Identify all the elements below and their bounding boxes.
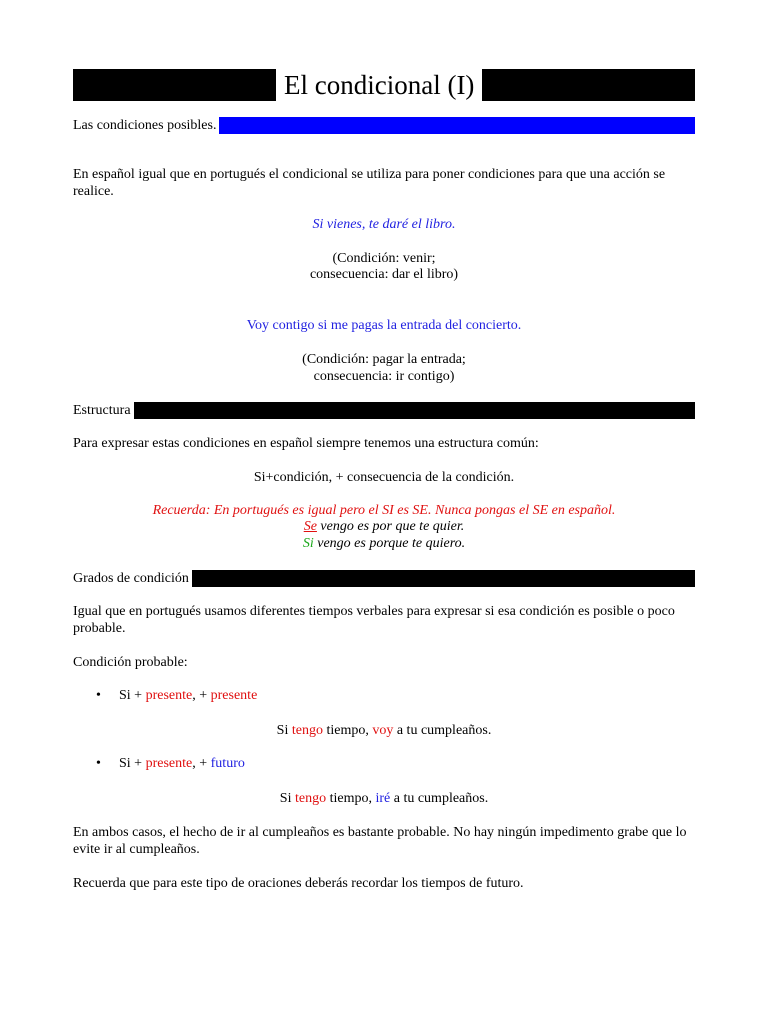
- right-example: [73, 535, 695, 552]
- text: a tu cumpleaños.: [393, 723, 492, 738]
- structure-paragraph: Para expresar estas condiciones en español siempre tenemos una estructura común:: [73, 436, 539, 451]
- text: Si: [279, 791, 295, 806]
- example-1-note-line2: consecuencia: dar el libro): [309, 267, 459, 282]
- example-2-note-line2: consecuencia: ir contigo): [313, 369, 455, 384]
- probable-label: Condición probable:: [73, 655, 188, 670]
- example-1: Si vienes, te daré el libro.: [312, 217, 456, 232]
- section-heading-grades: [73, 569, 695, 587]
- text: Si: [276, 723, 292, 738]
- text: Si +: [119, 688, 146, 703]
- tense-a: presente: [145, 688, 193, 703]
- bullet-icon: •: [96, 756, 101, 771]
- section-heading-structure: [73, 401, 695, 419]
- remember-note: Recuerda: En portugués es igual pero el SI es SE. Nunca pongas el SE en español.: [152, 503, 616, 518]
- grades-paragraph: Igual que en portugués usamos diferentes tiempos verbales para expresar si esa condición es posible o poco probable.: [73, 604, 675, 636]
- tense-b: futuro: [210, 756, 245, 771]
- title-bar-right: [482, 69, 695, 101]
- example-2-note-line1: (Condición: pagar la entrada;: [302, 352, 466, 367]
- title-bar-left: [73, 69, 276, 101]
- bullet-1-example: [73, 722, 695, 739]
- verb-a: tengo: [294, 791, 327, 806]
- section-heading-bar: [219, 117, 695, 134]
- section-heading-label: Las condiciones posibles.: [73, 117, 217, 133]
- text: , +: [192, 756, 211, 771]
- right-word: Si: [302, 536, 314, 551]
- structure-formula: Si+condición, + consecuencia de la condición.: [253, 470, 515, 485]
- both-cases-paragraph: En ambos casos, el hecho de ir al cumpleaños es bastante probable. No hay ningún impedimento grabe que lo evite ir al cumpleaños.: [73, 825, 687, 857]
- section-heading-intro: [73, 116, 695, 134]
- bullet-item-1: [119, 687, 257, 704]
- text: tiempo,: [326, 791, 376, 806]
- verb-b: iré: [375, 791, 391, 806]
- text: tiempo,: [322, 723, 373, 738]
- title-row: [73, 68, 695, 101]
- section-heading-bar: [192, 570, 695, 587]
- tense-b: presente: [210, 688, 258, 703]
- section-heading-label: Estructura: [73, 402, 131, 418]
- bullet-2-example: [73, 790, 695, 807]
- wrong-rest: vengo es por que te quier.: [316, 519, 465, 534]
- verb-b: voy: [372, 723, 394, 738]
- verb-a: tengo: [291, 723, 323, 738]
- intro-paragraph: En español igual que en portugués el condicional se utiliza para poner condiciones para que una acción se realice.: [73, 167, 666, 199]
- bullet-icon: •: [96, 688, 101, 703]
- right-rest: vengo es porque te quiero.: [313, 536, 466, 551]
- page-title: El condicional (I): [284, 69, 475, 100]
- section-heading-bar: [134, 402, 695, 419]
- text: Si +: [119, 756, 146, 771]
- section-heading-label: Grados de condición: [73, 570, 189, 586]
- future-paragraph: Recuerda que para este tipo de oraciones deberás recordar los tiempos de futuro.: [73, 876, 524, 891]
- text: a tu cumpleaños.: [390, 791, 489, 806]
- text: , +: [192, 688, 211, 703]
- tense-a: presente: [145, 756, 193, 771]
- wrong-word: Se: [303, 519, 317, 534]
- example-1-note-line1: (Condición: venir;: [332, 251, 436, 266]
- wrong-example: [73, 518, 695, 535]
- bullet-item-2: [119, 755, 245, 772]
- example-2: Voy contigo si me pagas la entrada del concierto.: [246, 318, 522, 333]
